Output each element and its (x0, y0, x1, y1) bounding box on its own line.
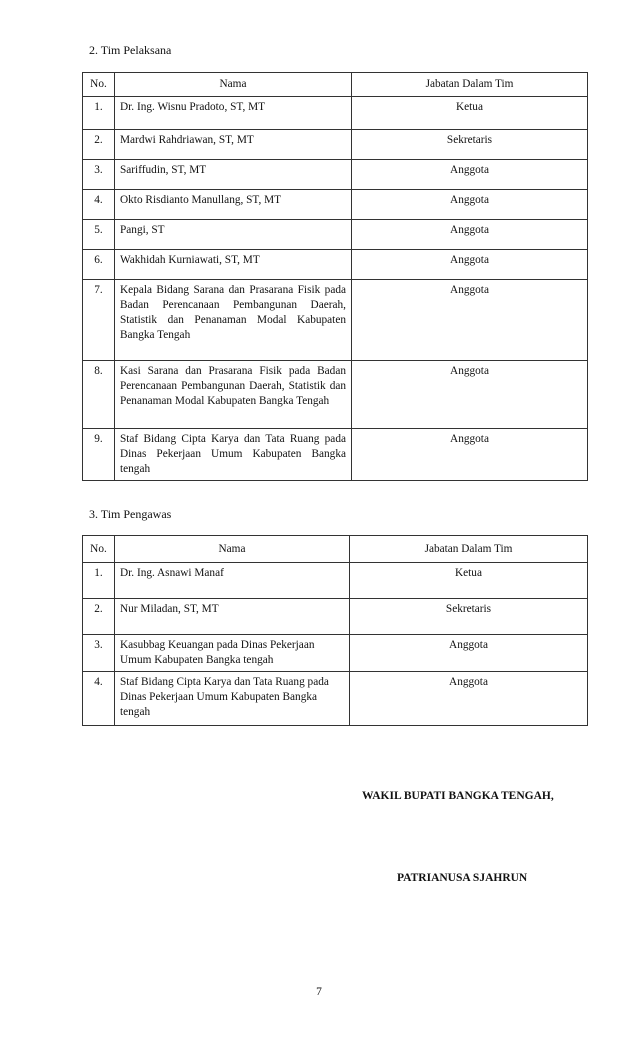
row-nama: Dr. Ing. Asnawi Manaf (115, 563, 350, 599)
row-nama: Staf Bidang Cipta Karya dan Tata Ruang pada Dinas Pekerjaan Umum Kabupaten Bangka tengah (115, 672, 350, 726)
row-no: 6. (83, 250, 115, 280)
tim-pengawas-table (82, 535, 588, 726)
table-row (83, 220, 588, 250)
row-jabatan: Anggota (352, 220, 588, 250)
table-row (83, 563, 588, 599)
header-nama: Nama (115, 536, 350, 563)
table-row (83, 250, 588, 280)
row-jabatan: Anggota (350, 635, 588, 672)
row-no: 9. (83, 429, 115, 481)
table-row (83, 160, 588, 190)
row-jabatan: Ketua (352, 97, 588, 130)
row-jabatan: Sekretaris (352, 130, 588, 160)
row-no: 4. (83, 190, 115, 220)
table-row (83, 280, 588, 361)
header-no: No. (83, 536, 115, 563)
row-nama: Mardwi Rahdriawan, ST, MT (115, 130, 352, 160)
row-jabatan: Anggota (352, 280, 588, 361)
row-nama: Wakhidah Kurniawati, ST, MT (115, 250, 352, 280)
table-row (83, 190, 588, 220)
row-nama: Staf Bidang Cipta Karya dan Tata Ruang pada Dinas Pekerjaan Umum Kabupaten Bangka tengah (115, 429, 352, 481)
row-jabatan: Sekretaris (350, 599, 588, 635)
row-no: 7. (83, 280, 115, 361)
row-jabatan: Anggota (352, 361, 588, 429)
signature-name: PATRIANUSA SJAHRUN (397, 872, 528, 884)
row-no: 4. (83, 672, 115, 726)
section-heading-tim-pengawas: 3. Tim Pengawas (89, 507, 172, 521)
row-jabatan: Anggota (352, 429, 588, 481)
table-row (83, 361, 588, 429)
header-jabatan: Jabatan Dalam Tim (352, 73, 588, 97)
table-row (83, 97, 588, 130)
row-no: 8. (83, 361, 115, 429)
row-nama: Sariffudin, ST, MT (115, 160, 352, 190)
header-no: No. (83, 73, 115, 97)
row-jabatan: Anggota (350, 672, 588, 726)
section-heading-tim-pelaksana: 2. Tim Pelaksana (89, 43, 172, 57)
row-nama: Nur Miladan, ST, MT (115, 599, 350, 635)
header-jabatan: Jabatan Dalam Tim (350, 536, 588, 563)
row-jabatan: Anggota (352, 160, 588, 190)
table-row (83, 599, 588, 635)
table-header-row (83, 536, 588, 563)
header-nama: Nama (115, 73, 352, 97)
row-nama: Okto Risdianto Manullang, ST, MT (115, 190, 352, 220)
table-row (83, 635, 588, 672)
row-jabatan: Anggota (352, 250, 588, 280)
table-row (83, 672, 588, 726)
row-nama: Pangi, ST (115, 220, 352, 250)
row-nama: Kasi Sarana dan Prasarana Fisik pada Badan Perencanaan Pembangunan Daerah, Statistik dan Penanaman Modal Kabupaten Bangka Tengah (115, 361, 352, 429)
signature-title: WAKIL BUPATI BANGKA TENGAH, (362, 790, 554, 802)
row-no: 1. (83, 97, 115, 130)
row-no: 3. (83, 635, 115, 672)
table-header-row (83, 73, 588, 97)
tim-pelaksana-table (82, 72, 588, 481)
row-no: 2. (83, 130, 115, 160)
row-no: 5. (83, 220, 115, 250)
row-nama: Kasubbag Keuangan pada Dinas Pekerjaan Umum Kabupaten Bangka tengah (115, 635, 350, 672)
row-no: 2. (83, 599, 115, 635)
row-no: 1. (83, 563, 115, 599)
row-nama: Dr. Ing. Wisnu Pradoto, ST, MT (115, 97, 352, 130)
table-row (83, 130, 588, 160)
row-jabatan: Anggota (352, 190, 588, 220)
page-number: 7 (316, 986, 322, 998)
row-nama: Kepala Bidang Sarana dan Prasarana Fisik pada Badan Perencanaan Pembangunan Daerah, Statistik dan Penanaman Modal Kabupaten Bangka Tengah (115, 280, 352, 361)
row-no: 3. (83, 160, 115, 190)
row-jabatan: Ketua (350, 563, 588, 599)
table-row (83, 429, 588, 481)
